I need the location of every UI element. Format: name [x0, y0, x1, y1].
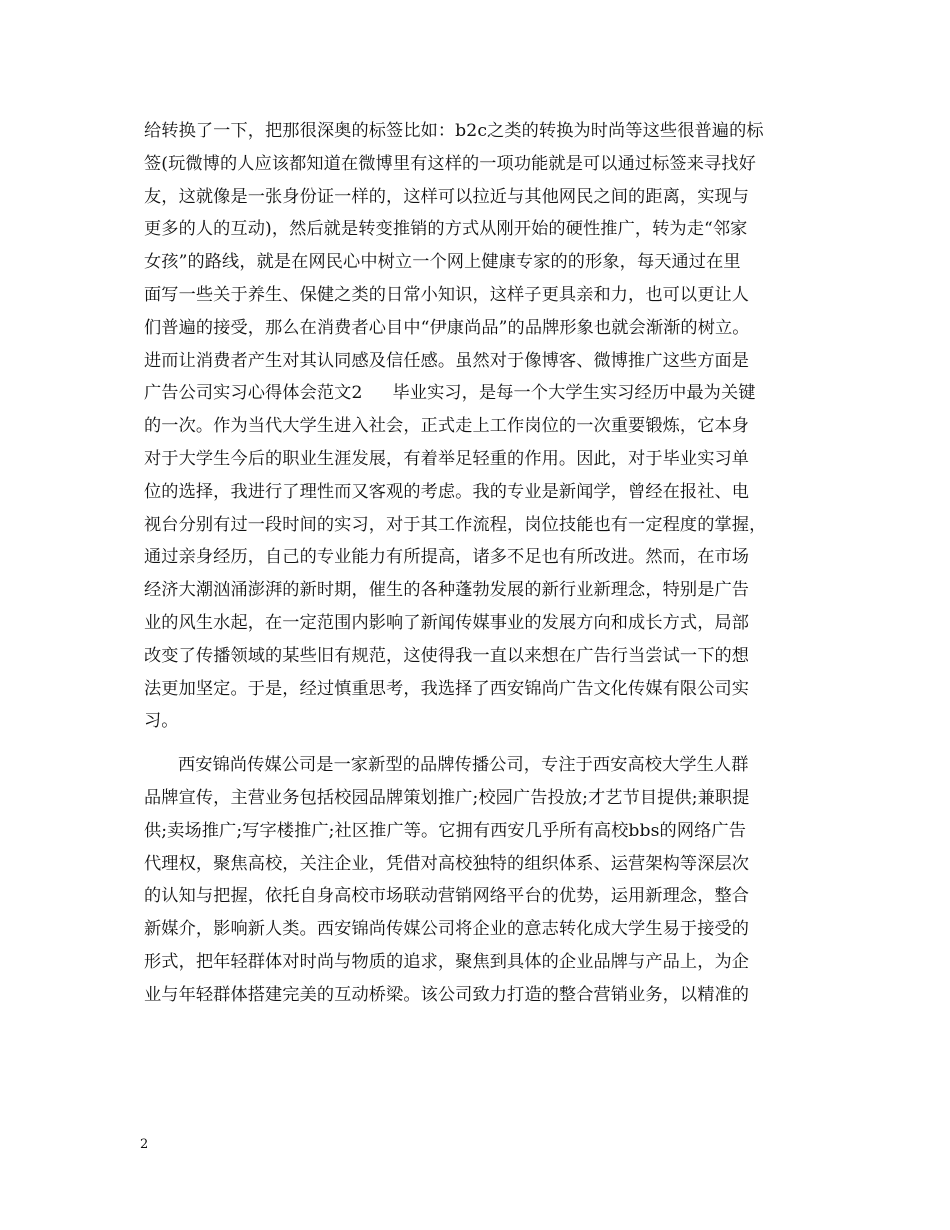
section-heading-line	[144, 377, 824, 410]
text-line: 品牌宣传，主营业务包括校园品牌策划推广;校园广告投放;才艺节目提供;兼职提	[144, 787, 750, 808]
page-number: 2	[140, 1137, 149, 1152]
text-line: 们普遍的接受，那么在消费者心目中“伊康尚品”的品牌形象也就会渐渐的树立。	[144, 317, 750, 338]
text-line: 新媒介，影响新人类。西安锦尚传媒公司将企业的意志转化成大学生易于接受的	[144, 919, 750, 940]
text-line: 给转换了一下，把那很深奥的标签比如：b2c之类的转换为时尚等这些很普遍的标	[144, 121, 764, 141]
text-line: 形式，把年轻群体对时尚与物质的追求，聚焦到具体的企业品牌与产品上，为企	[144, 951, 750, 972]
text-line: 位的选择，我进行了理性而又客观的考虑。我的专业是新闻学，曾经在报社、电	[144, 481, 750, 502]
text-line: 通过亲身经历，自己的专业能力有所提高，诸多不足也有所改进。然而，在市场	[144, 547, 750, 568]
section-first-line-text: 毕业实习，是每一个大学生实习经历中最为关键	[392, 383, 756, 404]
body-text	[144, 115, 824, 1012]
text-line: 业与年轻群体搭建完美的互动桥梁。该公司致力打造的整合营销业务，以精准的	[144, 984, 750, 1005]
text-line: 视台分别有过一段时间的实习，对于其工作流程，岗位技能也有一定程度的掌握，	[144, 514, 767, 535]
text-line: 友，这就像是一张身份证一样的，这样可以拉近与其他网民之间的距离，实现与	[144, 186, 750, 207]
section-heading: 广告公司实习心得体会范文2	[144, 383, 363, 404]
text-line: 代理权，聚焦高校，关注企业，凭借对高校独特的组织体系、运营架构等深层次	[144, 853, 750, 874]
text-line: 法更加坚定。于是，经过慎重思考，我选择了西安锦尚广告文化传媒有限公司实	[144, 678, 750, 699]
text-line: 经济大潮汹涌澎湃的新时期，催生的各种蓬勃发展的新行业新理念，特别是广告	[144, 580, 750, 601]
text-line: 进而让消费者产生对其认同感及信任感。虽然对于像博客、微博推广这些方面是	[144, 350, 750, 371]
text-line: 改变了传播领域的某些旧有规范，这使得我一直以来想在广告行当尝试一下的想	[144, 645, 750, 666]
text-line: 对于大学生今后的职业生涯发展，有着举足轻重的作用。因此，对于毕业实习单	[144, 448, 750, 469]
text-line: 习。	[144, 711, 179, 732]
text-line: 面写一些关于养生、保健之类的日常小知识，这样子更具亲和力，也可以更让人	[144, 284, 750, 305]
text-line: 签(玩微博的人应该都知道在微博里有这样的一项功能就是可以通过标签来寻找好	[144, 153, 756, 174]
text-line: 的认知与把握，依托自身高校市场联动营销网络平台的优势，运用新理念，整合	[144, 886, 750, 907]
text-line: 业的风生水起，在一定范围内影响了新闻传媒事业的发展方向和成长方式，局部	[144, 612, 750, 633]
text-line: 供;卖场推广;写字楼推广;社区推广等。它拥有西安几乎所有高校bbs的网络广告	[144, 820, 746, 841]
text-line: 更多的人的互动)，然后就是转变推销的方式从刚开始的硬性推广，转为走“邻家	[144, 219, 748, 240]
paragraph-first-line: 西安锦尚传媒公司是一家新型的品牌传播公司，专注于西安高校大学生人群	[178, 755, 749, 776]
text-line: 女孩”的路线，就是在网民心中树立一个网上健康专家的的形象，每天通过在里	[144, 252, 741, 273]
text-line: 的一次。作为当代大学生进入社会，正式走上工作岗位的一次重要锻炼，它本身	[144, 416, 750, 437]
